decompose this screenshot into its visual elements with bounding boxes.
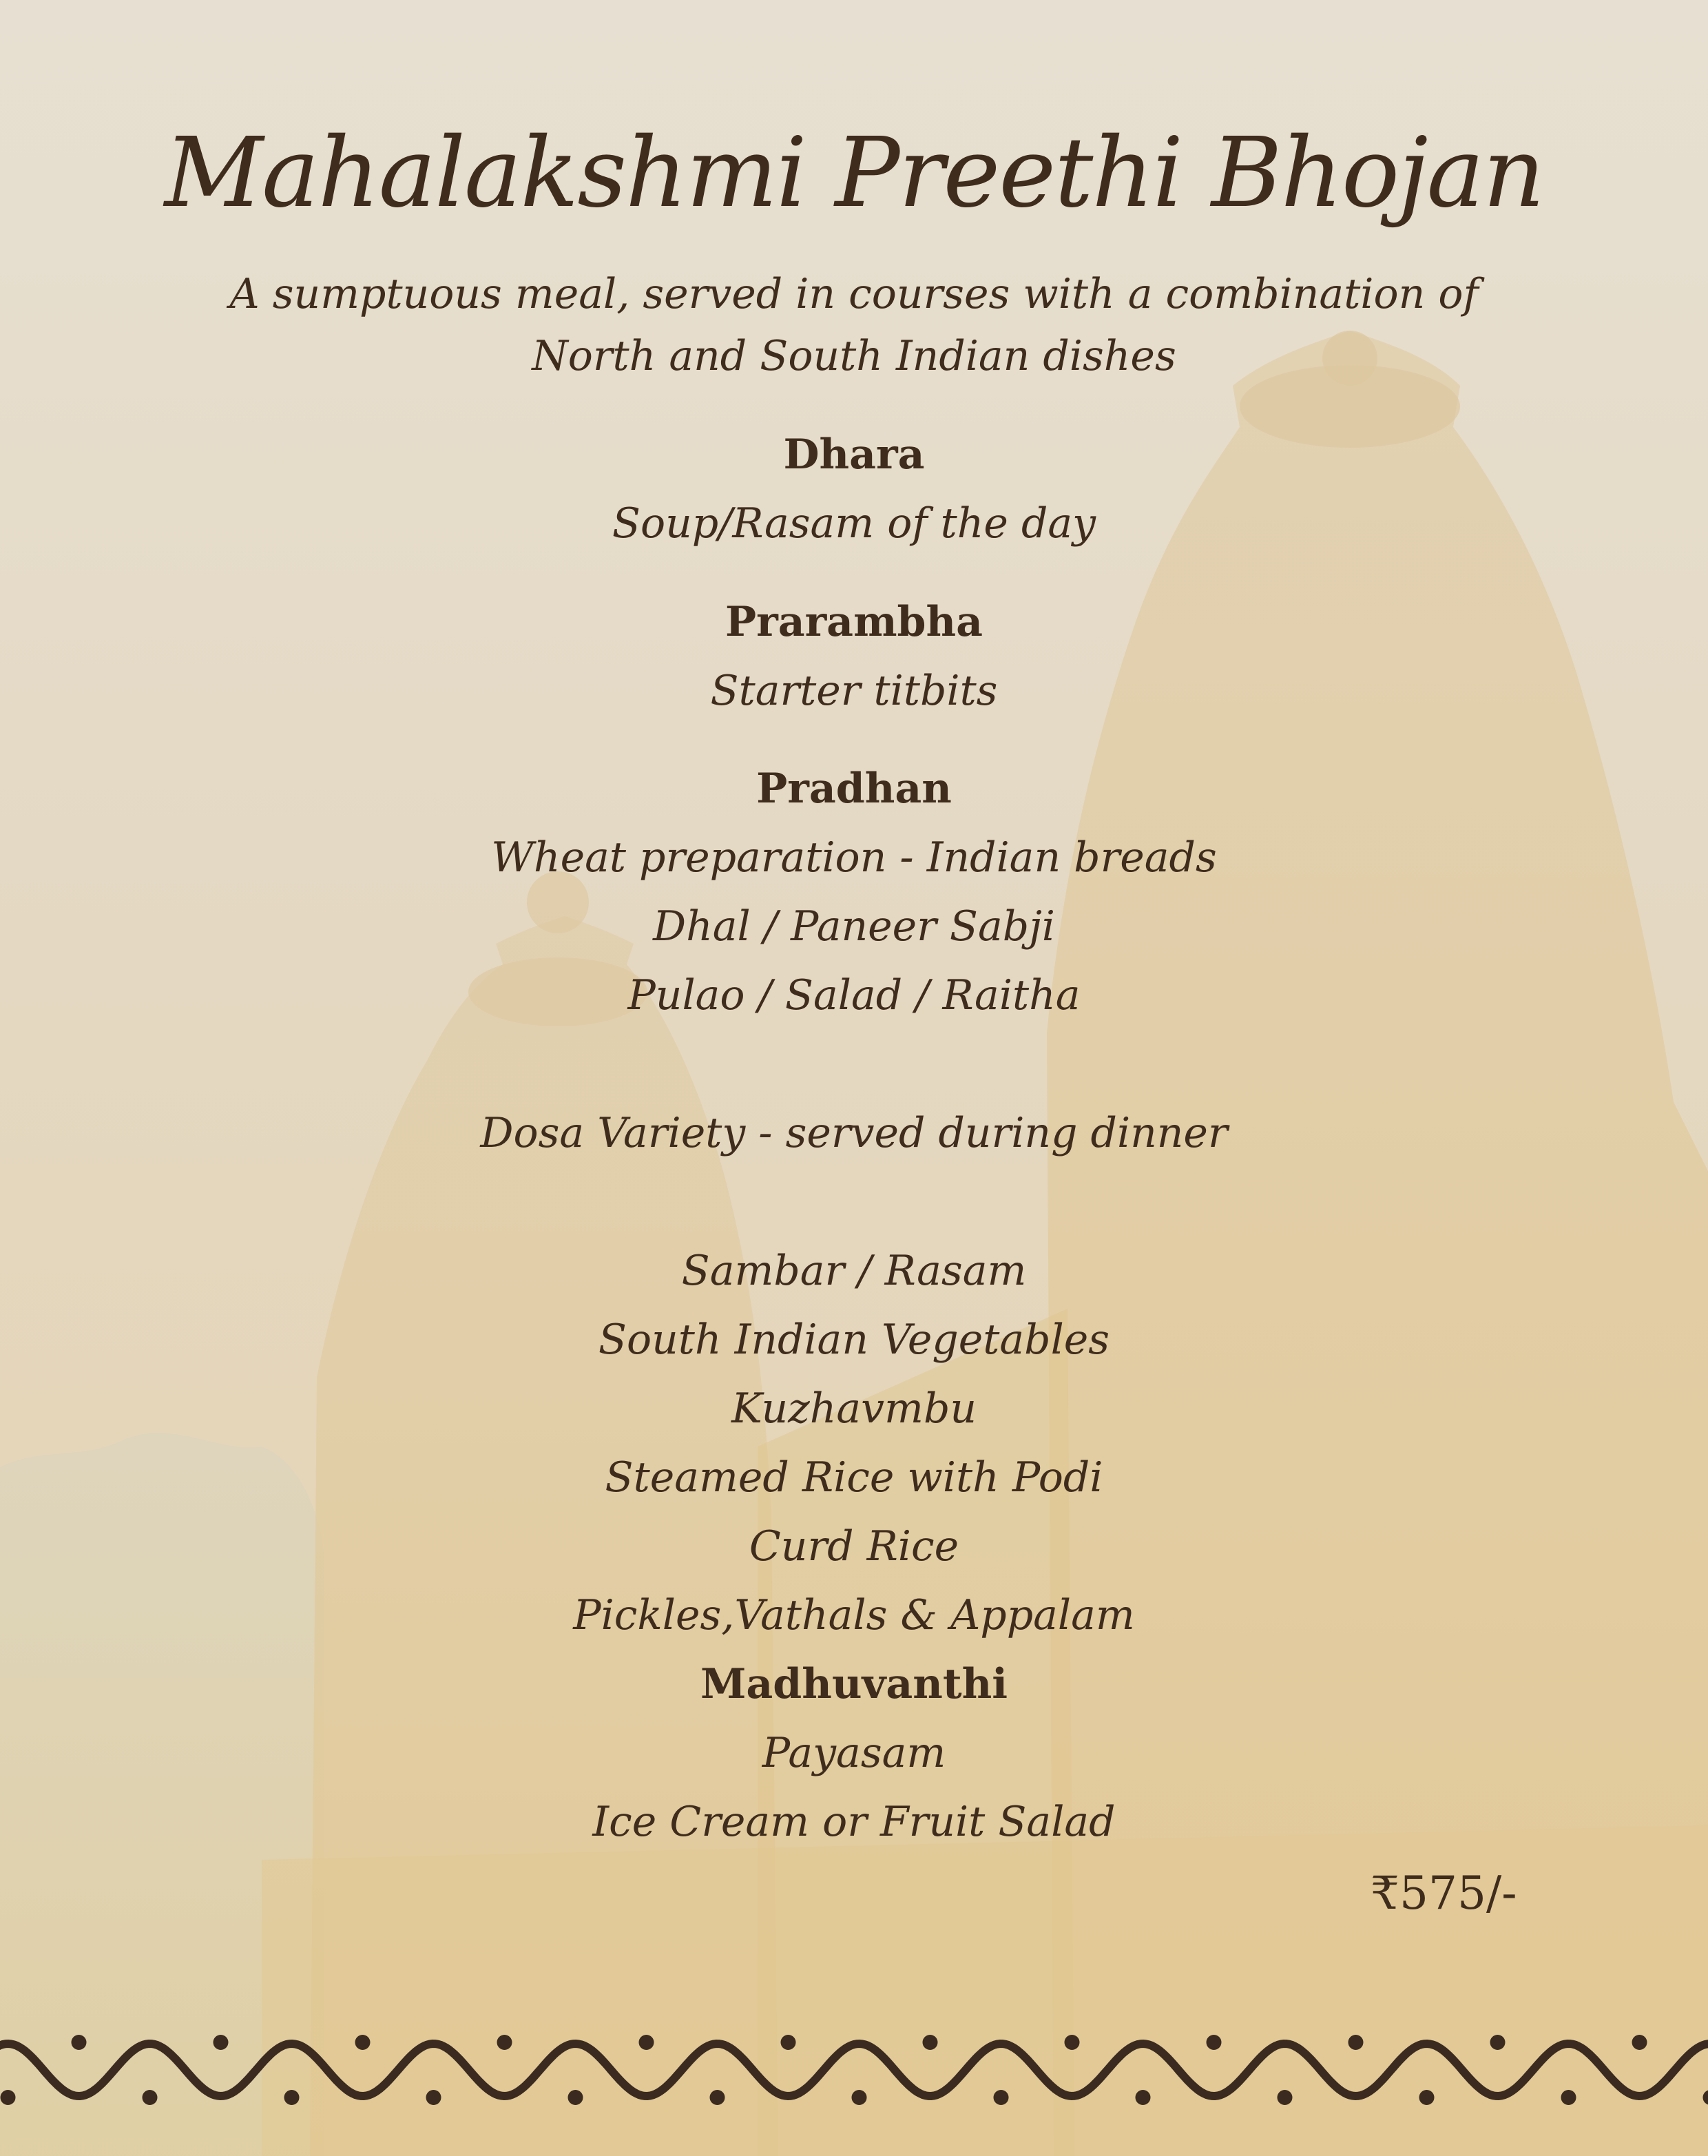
section-heading-prarambha: Prarambha [725,598,983,646]
border-dot [284,2090,300,2105]
menu-item: Steamed Rice with Podi [605,1453,1103,1502]
border-dot [1136,2090,1151,2105]
menu-item: Pickles,Vathals & Appalam [573,1591,1135,1639]
border-dot [923,2035,938,2050]
subtitle-line-1: A sumptuous meal, served in courses with a combination of [229,270,1479,318]
menu-item: Soup/Rasam of the day [612,499,1096,548]
menu-item: Kuzhavmbu [731,1385,977,1433]
border-dot [1,2090,16,2105]
price-label: ₹575/- [1371,1867,1517,1920]
menu-item: Pulao / Salad / Raitha [627,971,1081,1019]
border-dot [639,2035,654,2050]
section-heading-madhuvanthi: Madhuvanthi [700,1660,1008,1708]
border-dot [1348,2035,1364,2050]
menu-subtitle [0,263,1708,387]
border-dot [214,2035,229,2050]
menu-item: Sambar / Rasam [681,1247,1027,1295]
menu-item: Dhal / Paneer Sabji [652,902,1055,951]
border-wave-line [0,2044,1708,2096]
border-dot [1419,2090,1435,2105]
border-dot [710,2090,725,2105]
border-dot [781,2035,796,2050]
border-dot [1490,2035,1506,2050]
menu-item: South Indian Vegetables [598,1316,1110,1364]
menu-item: Wheat preparation - Indian breads [491,833,1217,882]
border-dot [143,2090,158,2105]
menu-item: Payasam [762,1729,946,1777]
border-dot [1703,2090,1708,2105]
border-dot [1278,2090,1293,2105]
border-dot [426,2090,441,2105]
menu-item: Ice Cream or Fruit Salad [592,1798,1116,1846]
decorative-wave-border [0,2022,1708,2125]
border-dot [1561,2090,1576,2105]
border-dot [497,2035,512,2050]
menu-item: Curd Rice [749,1522,959,1571]
menu-title: Mahalakshmi Preethi Bhojan [164,117,1544,229]
subtitle-line-2: North and South Indian dishes [532,332,1176,380]
border-dot [1632,2035,1647,2050]
menu-item: Dosa Variety - served during dinner [480,1109,1228,1157]
menu-item: Starter titbits [710,667,998,715]
border-dot [852,2090,867,2105]
border-dot [568,2090,583,2105]
border-dot [1065,2035,1080,2050]
border-dot [994,2090,1009,2105]
section-heading-pradhan: Pradhan [756,765,952,813]
border-dot [1207,2035,1222,2050]
border-dot [355,2035,371,2050]
section-heading-dhara: Dhara [783,431,925,479]
border-dot [72,2035,87,2050]
